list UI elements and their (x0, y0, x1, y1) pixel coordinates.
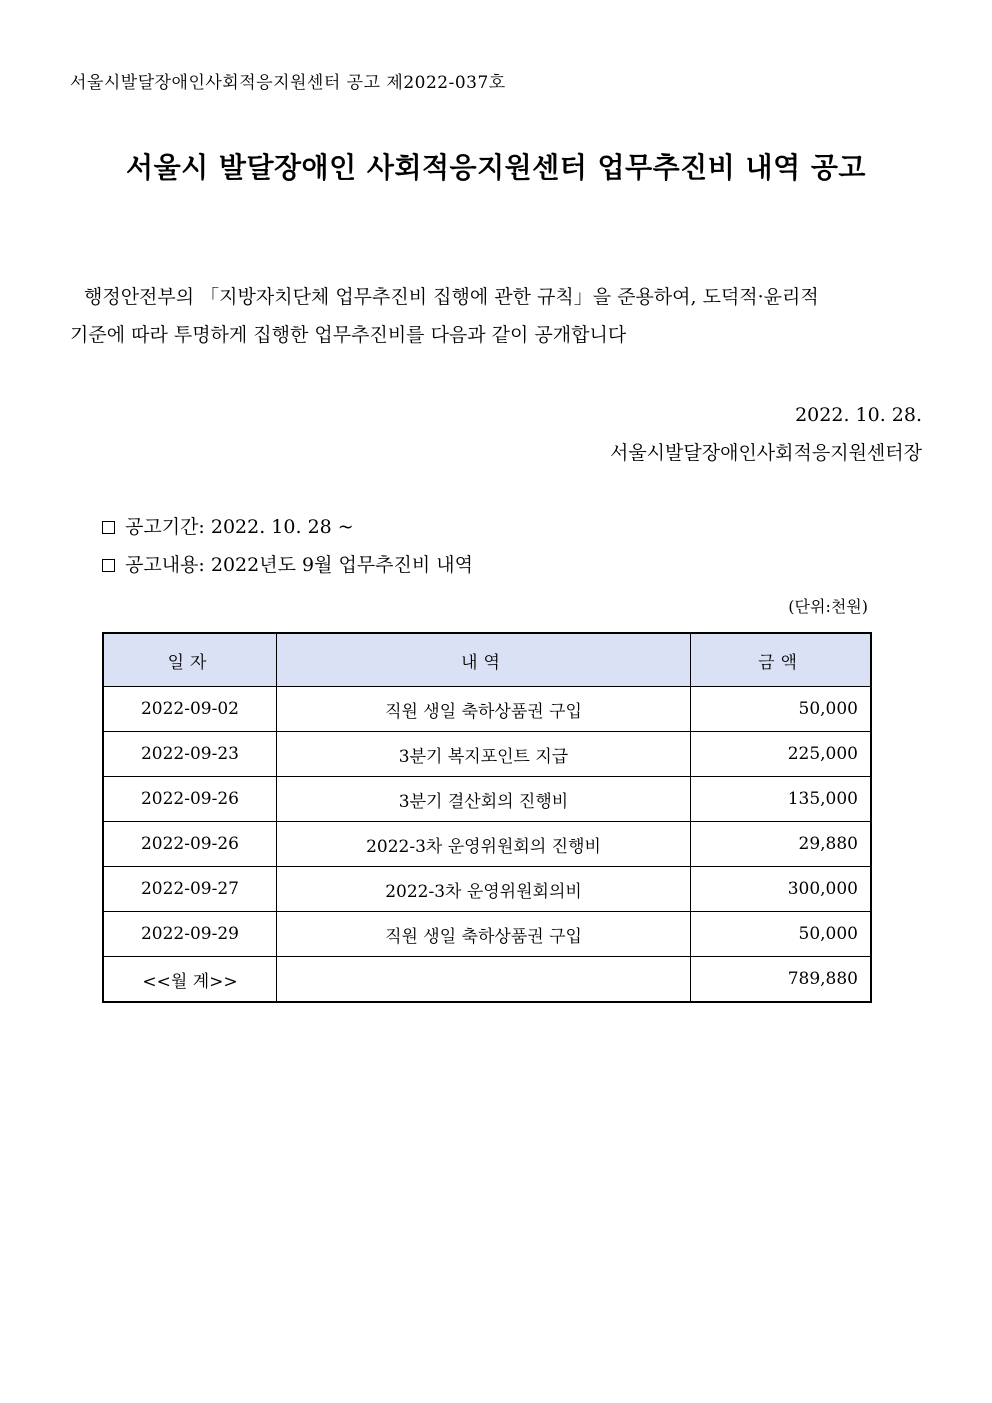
checkbox-icon (102, 559, 115, 572)
row-date: 2022-09-02 (103, 687, 277, 732)
content-label: 공고내용: (125, 554, 205, 576)
issuer: 서울시발달장애인사회적응지원센터장 (609, 442, 922, 464)
header-amount: 금액 (691, 633, 872, 687)
table-row (103, 867, 871, 912)
row-amount: 29,880 (691, 822, 872, 867)
expense-table (102, 632, 872, 1003)
page-title: 서울시 발달장애인 사회적응지원센터 업무추진비 내역 공고 (126, 151, 866, 184)
checkbox-icon (102, 521, 115, 534)
row-description: 직원 생일 축하상품권 구입 (277, 687, 691, 732)
table-row (103, 732, 871, 777)
row-amount: 50,000 (691, 687, 872, 732)
table-row (103, 912, 871, 957)
total-description (277, 957, 691, 1003)
table-row (103, 777, 871, 822)
row-description: 직원 생일 축하상품권 구입 (277, 912, 691, 957)
content-item (102, 546, 473, 584)
row-date: 2022-09-27 (103, 867, 277, 912)
total-label: <<월 계>> (103, 957, 277, 1003)
row-description: 3분기 결산회의 진행비 (277, 777, 691, 822)
row-amount: 300,000 (691, 867, 872, 912)
row-amount: 225,000 (691, 732, 872, 777)
table-row (103, 822, 871, 867)
period-value: 2022. 10. 28 ~ (210, 516, 354, 538)
row-amount: 135,000 (691, 777, 872, 822)
intro-line-1: 행정안전부의 「지방자치단체 업무추진비 집행에 관한 규칙」을 준용하여, 도덕적·윤리적 (84, 286, 819, 308)
row-date: 2022-09-29 (103, 912, 277, 957)
row-date: 2022-09-26 (103, 822, 277, 867)
period-item (102, 508, 473, 546)
intro-line-2: 기준에 따라 투명하게 집행한 업무추진비를 다음과 같이 공개합니다 (70, 324, 627, 346)
notice-info (102, 508, 473, 584)
header-date: 일자 (103, 633, 277, 687)
table-row (103, 687, 871, 732)
row-description: 2022-3차 운영위원회의 진행비 (277, 822, 691, 867)
period-label: 공고기간: (125, 516, 205, 538)
table-header-row (103, 633, 871, 687)
header-description: 내역 (277, 633, 691, 687)
notice-number: 서울시발달장애인사회적응지원센터 공고 제2022-037호 (70, 73, 506, 93)
intro-paragraph (70, 278, 922, 354)
content-value: 2022년도 9월 업무추진비 내역 (210, 554, 473, 576)
row-date: 2022-09-26 (103, 777, 277, 822)
total-amount: 789,880 (691, 957, 872, 1003)
unit-label: (단위:천원) (788, 597, 868, 616)
issue-block (610, 396, 922, 472)
total-row (103, 957, 871, 1003)
issue-date: 2022. 10. 28. (795, 404, 922, 426)
row-date: 2022-09-23 (103, 732, 277, 777)
row-description: 3분기 복지포인트 지급 (277, 732, 691, 777)
row-amount: 50,000 (691, 912, 872, 957)
row-description: 2022-3차 운영위원회의비 (277, 867, 691, 912)
